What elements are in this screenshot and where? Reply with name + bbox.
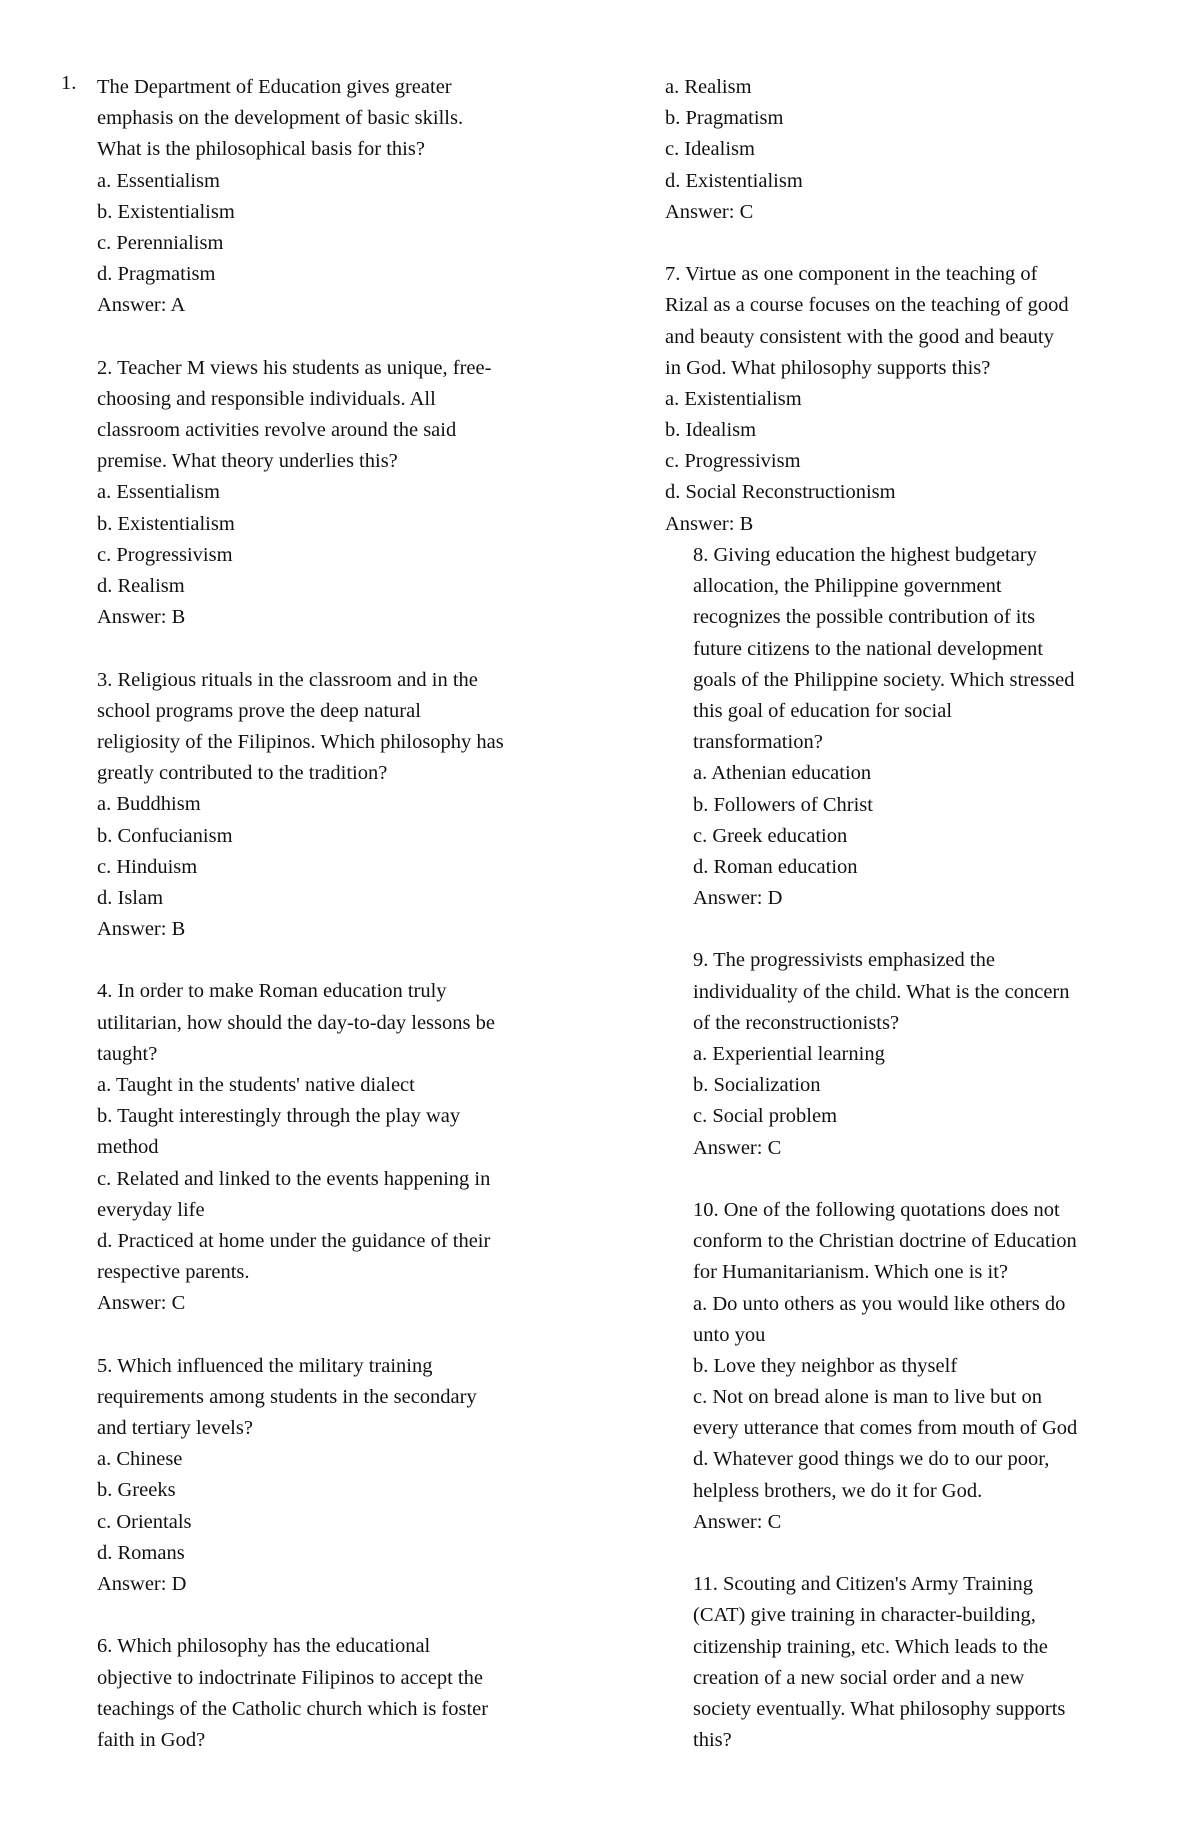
option: c. Orientals [97,1510,192,1533]
option: c. Idealism [665,138,755,161]
option: b. Greeks [97,1479,176,1502]
option: b. Love they neighbor as thyself [693,1354,958,1377]
question-text: utilitarian, how should the day-to-day lessons be [97,1011,495,1034]
question-text: religiosity of the Filipinos. Which philosophy has [97,730,504,753]
question-6-stem [97,1631,577,1756]
question-text: 11. Scouting and Citizen's Army Training [693,1573,1034,1596]
answer: Answer: C [665,200,754,223]
question-text: and beauty consistent with the good and beauty [665,325,1054,348]
spacer [97,1600,577,1631]
question-text: future citizens to the national development [693,637,1044,660]
option: b. Confucianism [97,824,233,847]
question-text: faith in God? [97,1728,206,1751]
question-7 [665,259,1165,540]
spacer [97,322,577,353]
answer: Answer: D [693,887,783,910]
spacer [97,1320,577,1351]
question-text: school programs prove the deep natural [97,699,421,722]
question-text: 2. Teacher M views his students as unique, free- [97,356,492,379]
question-text: of the reconstructionists? [693,1011,900,1034]
option: d. Existentialism [665,169,803,192]
answer: Answer: B [97,918,186,941]
option: method [97,1136,159,1159]
answer: Answer: C [693,1510,782,1533]
spacer [693,914,1173,945]
question-text: allocation, the Philippine government [693,575,1002,598]
option: a. Existentialism [665,387,802,410]
spacer [97,633,577,664]
right-column-top [665,72,1165,540]
question-number: 1. [61,72,77,94]
question-5 [97,1351,577,1601]
question-text: What is the philosophical basis for this? [97,138,425,161]
question-text: this goal of education for social [693,699,953,722]
question-9 [693,945,1173,1163]
option: respective parents. [97,1261,250,1284]
answer: Answer: B [665,512,754,535]
option: d. Social Reconstructionism [665,481,896,504]
option: everyday life [97,1198,205,1221]
question-text: individuality of the child. What is the concern [693,980,1070,1003]
option: b. Existentialism [97,512,235,535]
spacer [665,228,1165,259]
question-10 [693,1195,1173,1538]
option: c. Related and linked to the events happening in [97,1167,491,1190]
question-text: transformation? [693,731,823,754]
question-text: citizenship training, etc. Which leads to the [693,1635,1048,1658]
question-text: and tertiary levels? [97,1417,253,1440]
option: b. Existentialism [97,200,235,223]
answer: Answer: A [97,294,186,317]
option: d. Whatever good things we do to our poor, [693,1448,1050,1471]
question-text: 9. The progressivists emphasized the [693,949,995,972]
option: c. Not on bread alone is man to live but on [693,1386,1042,1409]
option: d. Islam [97,886,164,909]
option: d. Pragmatism [97,263,216,286]
spacer [97,945,577,976]
option: b. Idealism [665,419,757,442]
option: a. Essentialism [97,169,220,192]
question-text: objective to indoctrinate Filipinos to accept the [97,1666,483,1689]
option: b. Pragmatism [665,107,784,130]
question-2 [97,353,577,634]
option: a. Realism [665,76,752,98]
question-text: teachings of the Catholic church which is foster [97,1697,489,1720]
question-text: 6. Which philosophy has the educational [97,1635,431,1658]
question-text: premise. What theory underlies this? [97,450,398,473]
option: a. Experiential learning [693,1043,885,1065]
question-text: (CAT) give training in character-building, [693,1604,1036,1627]
option: d. Realism [97,575,185,597]
question-text: taught? [97,1042,158,1065]
option: a. Buddhism [97,793,201,816]
option: d. Roman education [693,855,858,878]
option: a. Athenian education [693,762,872,785]
question-text: 4. In order to make Roman education truly [97,980,447,1003]
option: c. Progressivism [665,450,801,473]
spacer [693,1538,1173,1569]
question-text: 3. Religious rituals in the classroom and in the [97,668,478,691]
question-11 [693,1569,1173,1756]
question-text: this? [693,1729,732,1752]
question-4 [97,976,577,1319]
option: unto you [693,1323,766,1346]
option: c. Perennialism [97,231,224,254]
question-text: emphasis on the development of basic skills. [97,107,464,130]
option: a. Taught in the students' native dialect [97,1074,415,1096]
option: c. Greek education [693,824,848,847]
question-text: classroom activities revolve around the said [97,419,457,442]
spacer [693,1164,1173,1195]
question-text: conform to the Christian doctrine of Education [693,1230,1077,1253]
answer: Answer: D [97,1573,187,1595]
option: b. Followers of Christ [693,793,873,816]
option: a. Essentialism [97,481,220,504]
question-text: requirements among students in the secondary [97,1385,477,1408]
question-text: 8. Giving education the highest budgetary [693,544,1037,566]
answer: Answer: B [97,606,186,629]
option: c. Hinduism [97,855,198,878]
option: helpless brothers, we do it for God. [693,1479,983,1502]
option: a. Chinese [97,1448,183,1471]
option: d. Practiced at home under the guidance of their [97,1229,491,1252]
answer: Answer: C [693,1136,782,1159]
question-text: The Department of Education gives greater [97,76,452,98]
question-8 [693,540,1173,914]
question-text: goals of the Philippine society. Which stressed [693,668,1075,691]
question-text: in God. What philosophy supports this? [665,356,991,379]
right-column-bottom [693,540,1173,1756]
question-text: Rizal as a course focuses on the teaching of good [665,294,1069,317]
question-text: greatly contributed to the tradition? [97,762,388,785]
left-column [61,72,577,1756]
option: c. Progressivism [97,543,233,566]
question-3 [97,665,577,946]
question-text: 5. Which influenced the military training [97,1354,433,1377]
option: a. Do unto others as you would like others do [693,1292,1066,1315]
option: b. Socialization [693,1074,821,1097]
question-6-options [665,72,1165,228]
answer: Answer: C [97,1292,186,1315]
option: every utterance that comes from mouth of God [693,1417,1078,1440]
question-text: society eventually. What philosophy supports [693,1697,1066,1720]
option: b. Taught interestingly through the play way [97,1105,461,1128]
question-text: 7. Virtue as one component in the teaching of [665,263,1038,286]
question-1 [61,72,577,322]
question-text: creation of a new social order and a new [693,1666,1025,1689]
question-text: choosing and responsible individuals. All [97,387,436,410]
option: d. Romans [97,1541,185,1564]
question-text: recognizes the possible contribution of its [693,606,1036,629]
option: c. Social problem [693,1105,838,1128]
question-text: for Humanitarianism. Which one is it? [693,1261,1009,1284]
question-text: 10. One of the following quotations does not [693,1198,1060,1221]
